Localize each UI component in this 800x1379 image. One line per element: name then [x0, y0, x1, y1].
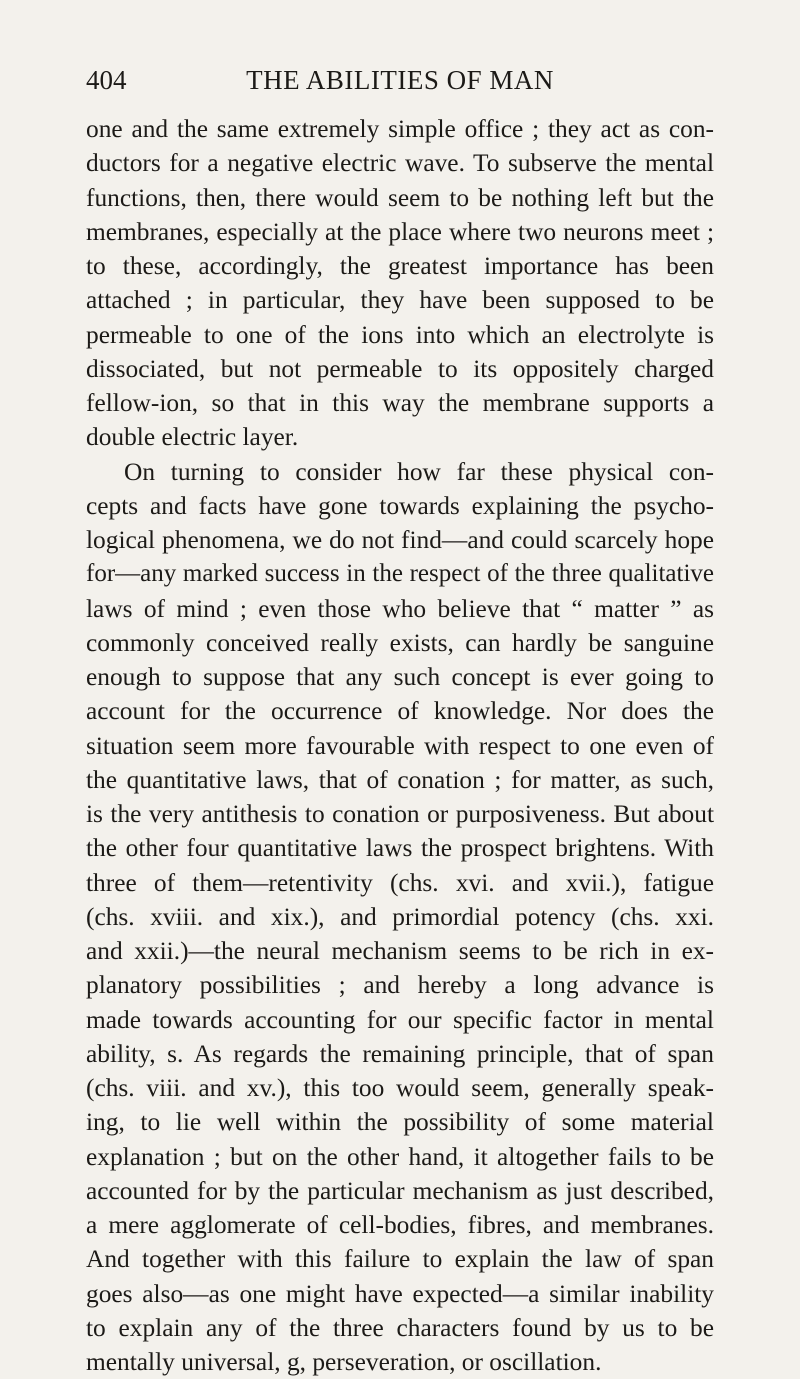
text-line: one and the same extremely simple office ; they act as con- — [86, 115, 714, 143]
text-line: ability, s. As regards the remaining principle, that of span — [86, 1039, 714, 1068]
text-line: a mere agglomerate of cell-bodies, fibres, and membranes. — [86, 1211, 714, 1239]
text-line: the quantitative laws, that of conation ; for matter, as such, — [86, 765, 714, 794]
text-line: permeable to one of the ions into which an electrolyte is — [86, 320, 714, 349]
page-number: 404 — [86, 65, 127, 95]
text-line: commonly conceived really exists, can hardly be sanguine — [86, 628, 714, 657]
text-line: three of them—retentivity (chs. xvi. and xvii.), fatigue — [86, 868, 714, 897]
text-line: attached ; in particular, they have been supposed to be — [86, 286, 714, 315]
text-line: functions, then, there would seem to be nothing left but the — [86, 183, 714, 212]
body-text — [86, 112, 714, 1379]
running-head — [86, 60, 714, 100]
paragraph-start-line: On turning to consider how far these physical con- — [124, 457, 714, 486]
text-line: ductors for a negative electric wave. To subserve the mental — [86, 149, 714, 178]
text-line: ing, to lie well within the possibility of some material — [86, 1108, 714, 1137]
text-line: (chs. xviii. and xix.), and primordial potency (chs. xxi. — [86, 902, 714, 931]
text-line: situation seem more favourable with respect to one even of — [86, 731, 714, 760]
text-line: cepts and facts have gone towards explaining the psycho- — [86, 491, 714, 520]
paragraph-end-line: double electric layer. — [86, 423, 299, 452]
text-line: to these, accordingly, the greatest importance has been — [86, 252, 714, 280]
text-line: (chs. viii. and xv.), this too would seem, generally speak- — [86, 1074, 714, 1102]
text-line: enough to suppose that any such concept is ever going to — [86, 663, 714, 691]
text-line: And together with this failure to explain the law of span — [86, 1245, 714, 1274]
paragraph-end-line: mentally universal, g, perseveration, or oscillation. — [86, 1348, 602, 1376]
text-line: accounted for by the particular mechanism as just described, — [86, 1176, 714, 1205]
text-line: the other four quantitative laws the prospect brightens. With — [86, 834, 714, 863]
text-line: laws of mind ; even those who believe that “ matter ” as — [86, 594, 714, 623]
text-line: account for the occurrence of knowledge. Nor does the — [86, 697, 714, 726]
text-line: fellow-ion, so that in this way the membrane supports a — [86, 389, 714, 417]
text-line: dissociated, but not permeable to its oppositely charged — [86, 354, 714, 383]
text-line: for—any marked success in the respect of the three qualitative — [86, 560, 714, 588]
running-title: THE ABILITIES OF MAN — [246, 65, 554, 95]
text-line: is the very antithesis to conation or purposiveness. But about — [86, 800, 714, 828]
text-line: to explain any of the three characters found by us to be — [86, 1313, 714, 1342]
text-line: goes also—as one might have expected—a similar inability — [86, 1279, 714, 1308]
text-line: membranes, especially at the place where two neurons meet ; — [86, 217, 714, 246]
text-line: made towards accounting for our specific factor in mental — [86, 1005, 714, 1034]
text-line: explanation ; but on the other hand, it altogether fails to be — [86, 1142, 714, 1171]
text-line: and xxii.)—the neural mechanism seems to be rich in ex- — [86, 937, 714, 965]
text-line: planatory possibilities ; and hereby a long advance is — [86, 971, 714, 1000]
text-line: logical phenomena, we do not find—and could scarcely hope — [86, 526, 714, 554]
